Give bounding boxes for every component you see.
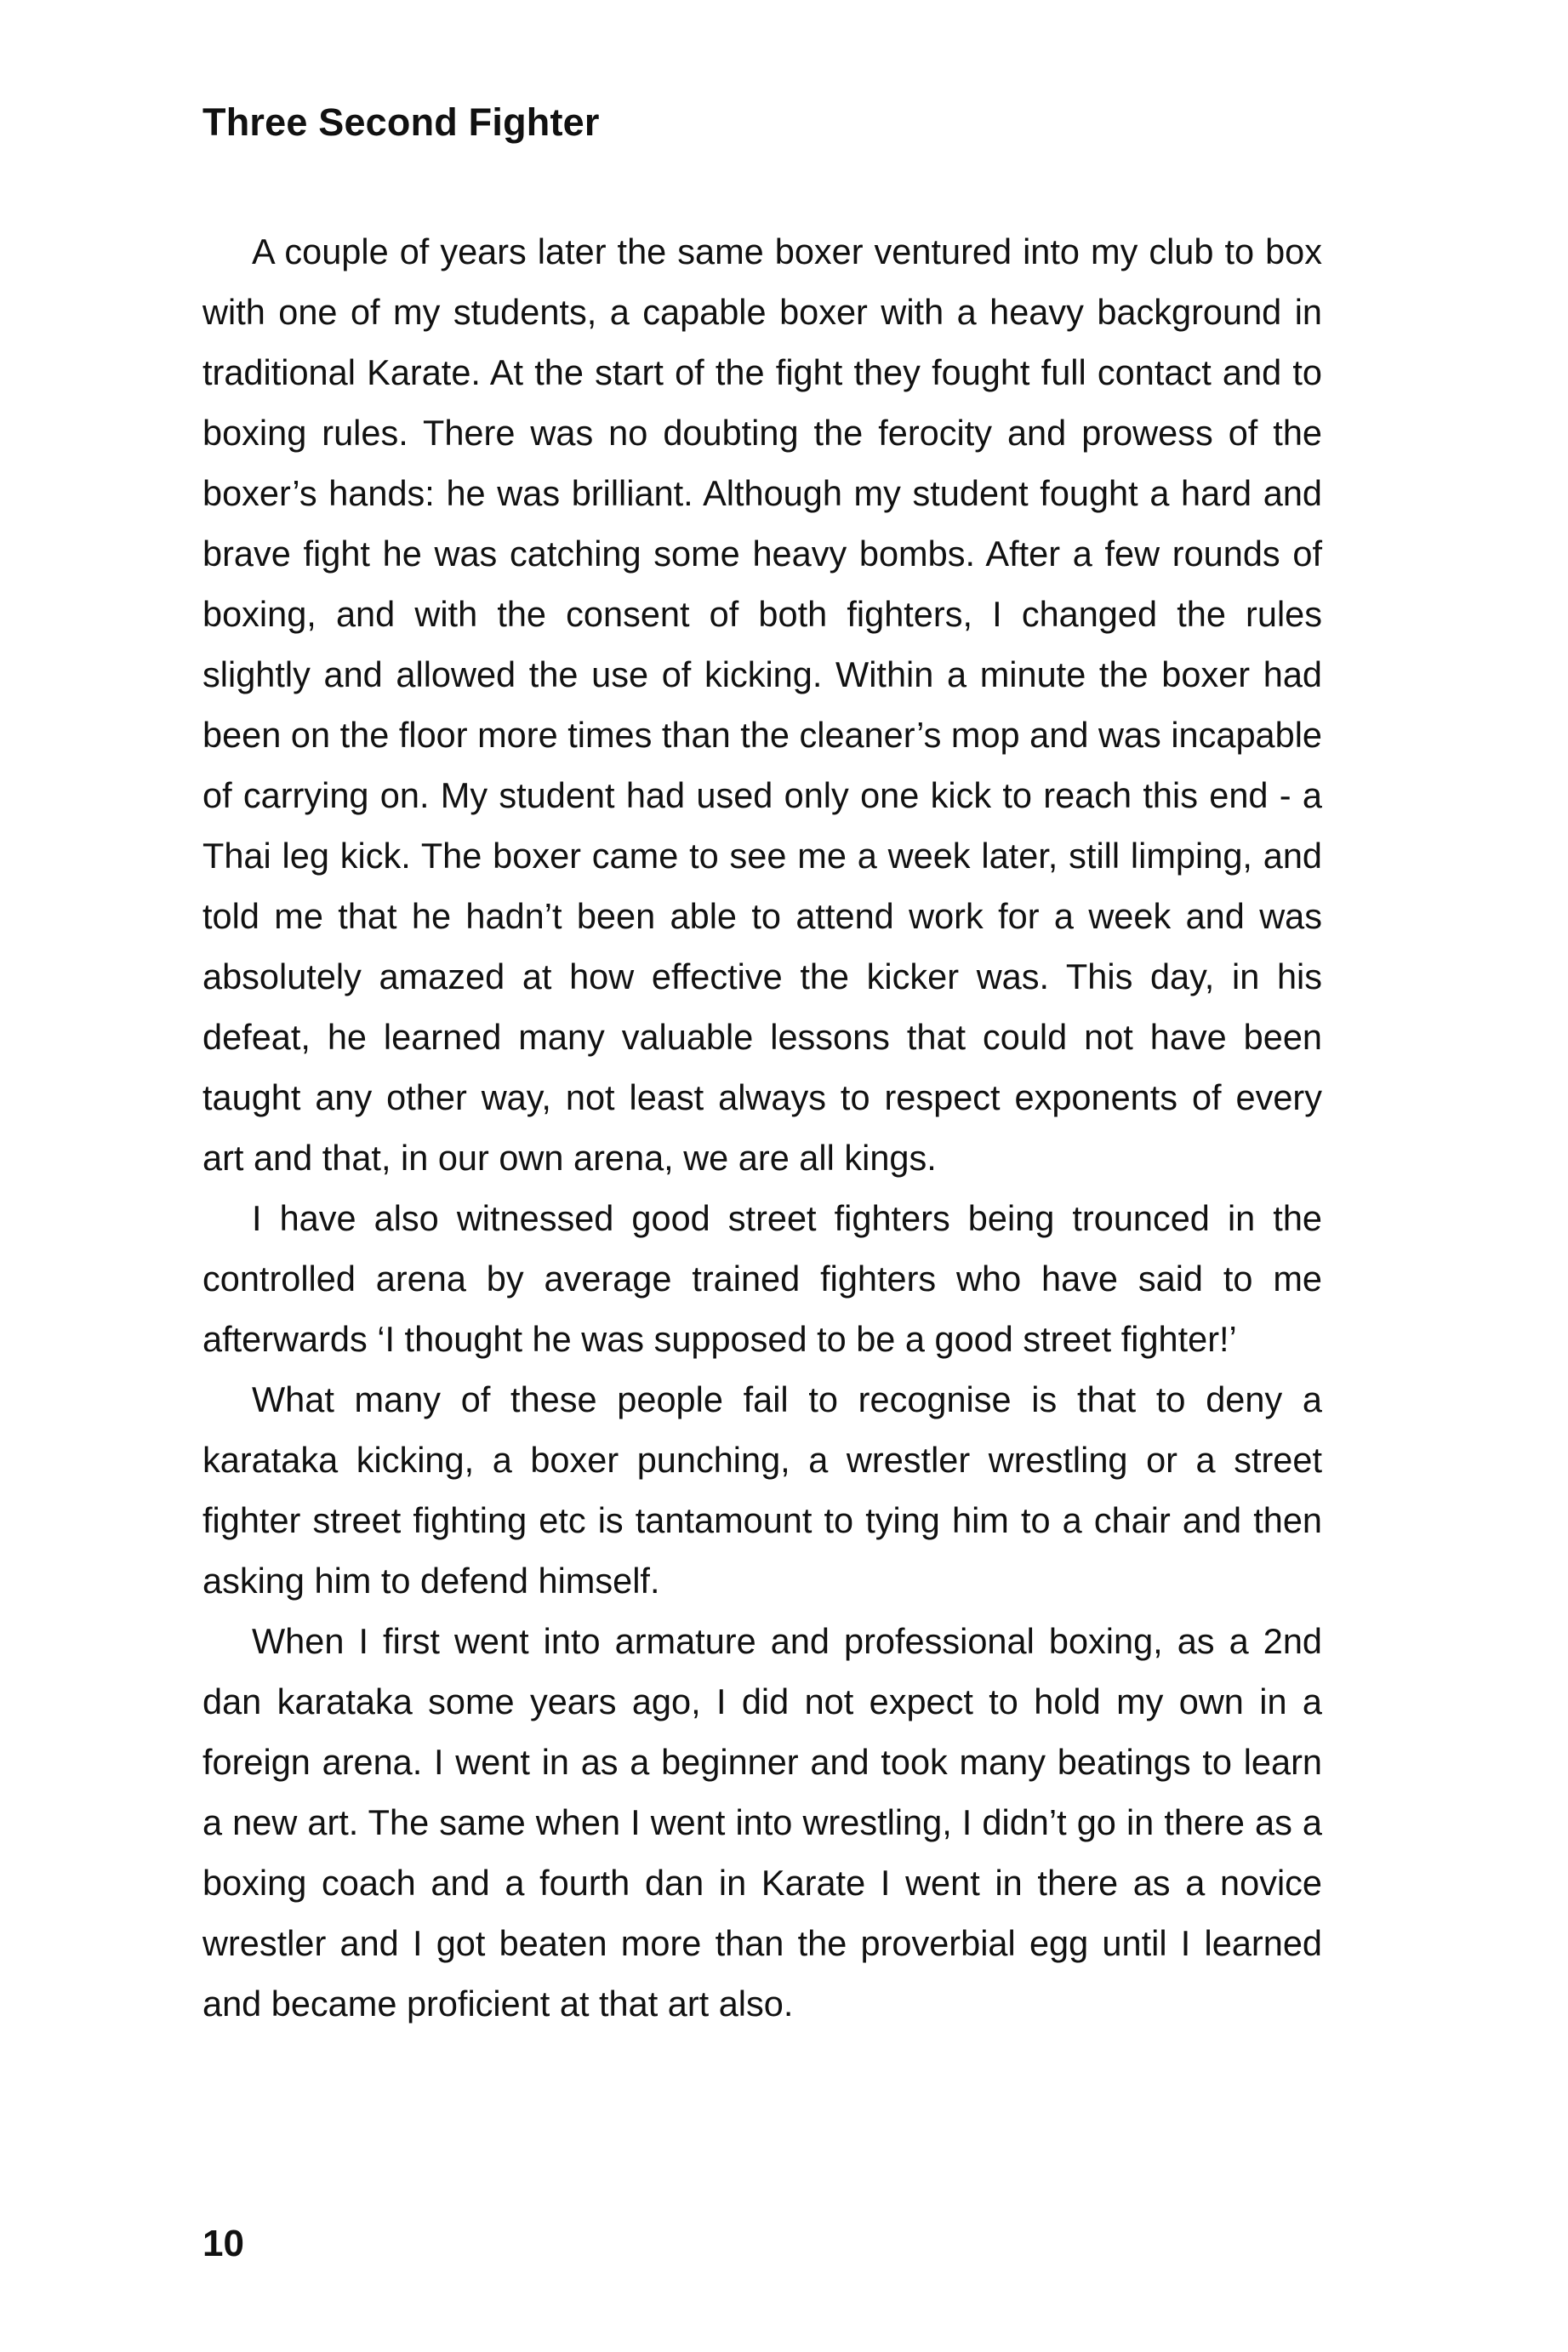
page-number: 10 <box>202 2223 244 2264</box>
body-text <box>202 221 1322 2034</box>
paragraph-3: What many of these people fail to recognise is that to deny a karataka kicking, a boxer punching, a wrestler wrestling or a street fighter street fighting etc is tantamount to tying him to a chair and then asking him to defend himself. <box>202 1379 1322 1601</box>
paragraph-4: When I first went into armature and professional boxing, as a 2nd dan karataka some years ago, I did not expect to hold my own in a foreign arena. I went in as a beginner and took many beatings to learn a new art. The same when I went into wrestling, I didn’t go in there as a boxing coach and a fourth dan in Karate I went in there as a novice wrestler and I got beaten more than the proverbial egg until I learned and became proficient at that art also. <box>202 1621 1322 2024</box>
paragraph-1: A couple of years later the same boxer ventured into my club to box with one of my students, a capable boxer with a heavy background in traditional Karate. At the start of the fight they fought full contact and to boxing rules. There was no doubting the ferocity and prowess of the boxer’s hands: he was brilliant. Although my student fought a hard and brave fight he was catching some heavy bombs. After a few rounds of boxing, and with the consent of both fighters, I changed the rules slightly and allowed the use of kicking. Within a minute the boxer had been on the floor more times than the cleaner’s mop and was incapable of carrying on. My student had used only one kick to reach this end - a Thai leg kick. The boxer came to see me a week later, still limping, and told me that he hadn’t been able to attend work for a week and was absolutely amazed at how effective the kicker was. This day, in his defeat, he learned many valuable lessons that could not have been taught any other way, not least always to respect exponents of every art and that, in our own arena, we are all kings. <box>202 231 1322 1178</box>
paragraph-2: I have also witnessed good street fighters being trounced in the controlled arena by average trained fighters who have said to me afterwards ‘I thought he was supposed to be a good street fighter!’ <box>202 1198 1322 1359</box>
running-head: Three Second Fighter <box>202 100 600 144</box>
